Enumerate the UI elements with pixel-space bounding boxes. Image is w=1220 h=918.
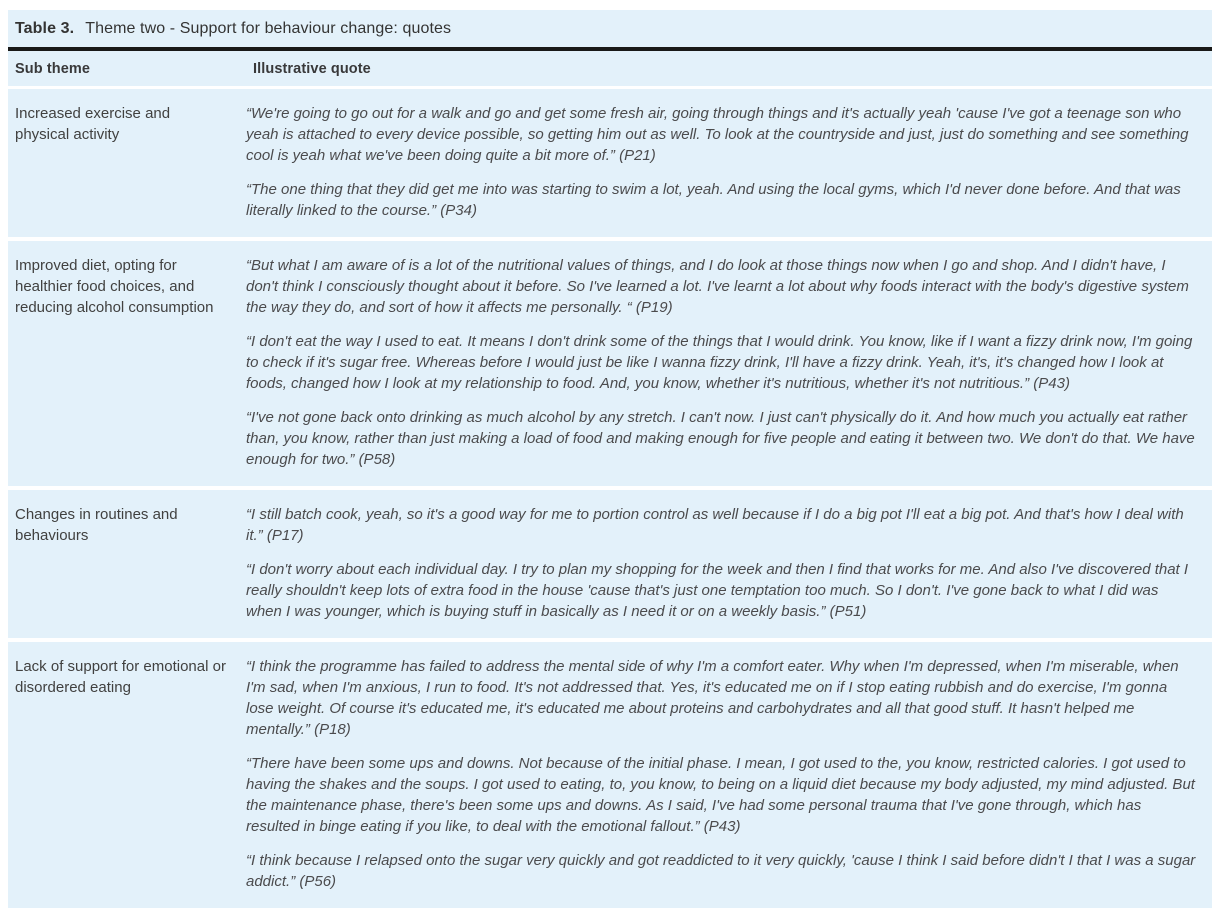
quote-paragraph: “I don't eat the way I used to eat. It means I don't drink some of the things that I would drink. You know, like if I want a fizzy drink now, I'm going to check if it's sugar free. Whereas before I would just be like I wanna fizzy drink, I'll have a fizzy drink. Yeah, it's, it's changed how I look at foods, changed how I look at my relationship to food. And, you know, whether it's nutritious, whether it's not nutritious.” (P43) — [246, 333, 1193, 392]
quote-paragraph: “The one thing that they did get me into was starting to swim a lot, yeah. And using the local gyms, which I'd never done before. And that was literally linked to the course.” (P34) — [246, 181, 1181, 219]
quote-paragraph: “I don't worry about each individual day. I try to plan my shopping for the week and then I find that works for me. And also I've discovered that I really shouldn't keep lots of extra food in the house 'cause that's just one temptation too much. So I don't. I've gone back to what I did was when I was younger, which is buying stuff in basically as I need it or on a weekly basis.” (P51) — [246, 561, 1189, 620]
quote-paragraph: “I think the programme has failed to address the mental side of why I'm a comfort eater. Why when I'm depressed, when I'm miserable, when I'm sad, when I'm anxious, I run to food. It's not addressed that. Yes, it's educated me on if I stop eating rubbish and do exercise, I'm gonna lose weight. Of course it's educated me, it's educated me about proteins and carbohydrates and all that good stuff. It hasn't helped me mentally.” (P18) — [246, 658, 1179, 738]
quote-paragraph: “I still batch cook, yeah, so it's a good way for me to portion control as well because if I do a big pot I'll eat a big pot. And that's how I deal with it.” (P17) — [246, 506, 1184, 544]
quote-cell — [246, 642, 1212, 908]
table-number-label: Table 3. — [15, 20, 75, 37]
quote-paragraph: “But what I am aware of is a lot of the nutritional values of things, and I do look at those things now when I go and shop. And I didn't have, I don't think I consciously thought about it before. So I've learned a lot. I've learnt a lot about why foods interact with the body's digestive system the way they do, and sort of how it affects me personally. “ (P19) — [246, 257, 1189, 316]
sub-theme-cell: Lack of support for emotional or disordered eating — [15, 658, 226, 696]
column-header-illustrative-quote: Illustrative quote — [253, 61, 371, 77]
table-row — [8, 490, 1212, 642]
quotes-table — [8, 10, 1212, 908]
sub-theme-cell: Increased exercise and physical activity — [15, 105, 171, 143]
sub-theme-cell: Improved diet, opting for healthier food choices, and reducing alcohol consumption — [15, 257, 214, 316]
table-row — [8, 241, 1212, 490]
table-header-row — [8, 51, 1212, 89]
quote-cell — [246, 490, 1212, 638]
sub-theme-cell: Changes in routines and behaviours — [15, 506, 178, 544]
quote-paragraph: “We're going to go out for a walk and go and get some fresh air, going through things and it's actually yeah 'cause I've got a teenage son who yeah is attached to every device possible, so getting him out as well. To look at the countryside and just, just do something and see something cool is yeah what we've been doing quite a bit more of.” (P21) — [246, 105, 1189, 164]
column-header-sub-theme: Sub theme — [15, 61, 91, 77]
table-caption — [8, 10, 1212, 47]
table-row — [8, 89, 1212, 241]
quote-cell — [246, 241, 1212, 486]
quote-paragraph: “There have been some ups and downs. Not because of the initial phase. I mean, I got used to the, you know, restricted calories. I got used to having the shakes and the soups. I got used to eating, to, you know, to being on a liquid diet because my body adjusted, my mind adjusted. But the maintenance phase, there's been some ups and downs. As I said, I've had some personal trauma that I've gone through, which has resulted in binge eating if you like, to deal with the emotional fallout.” (P43) — [246, 755, 1195, 835]
table-title: Theme two - Support for behaviour change: quotes — [85, 20, 452, 37]
table-row — [8, 642, 1212, 908]
quote-cell — [246, 89, 1212, 237]
quote-paragraph: “I think because I relapsed onto the sugar very quickly and got readdicted to it very quickly, 'cause I think I said before didn't I that I was a sugar addict.” (P56) — [246, 852, 1196, 890]
quote-paragraph: “I've not gone back onto drinking as much alcohol by any stretch. I can't now. I just can't physically do it. And how much you actually eat rather than, you know, rather than just making a load of food and making enough for five people and eating it between two. We don't do that. We have enough for two.” (P58) — [246, 409, 1195, 468]
